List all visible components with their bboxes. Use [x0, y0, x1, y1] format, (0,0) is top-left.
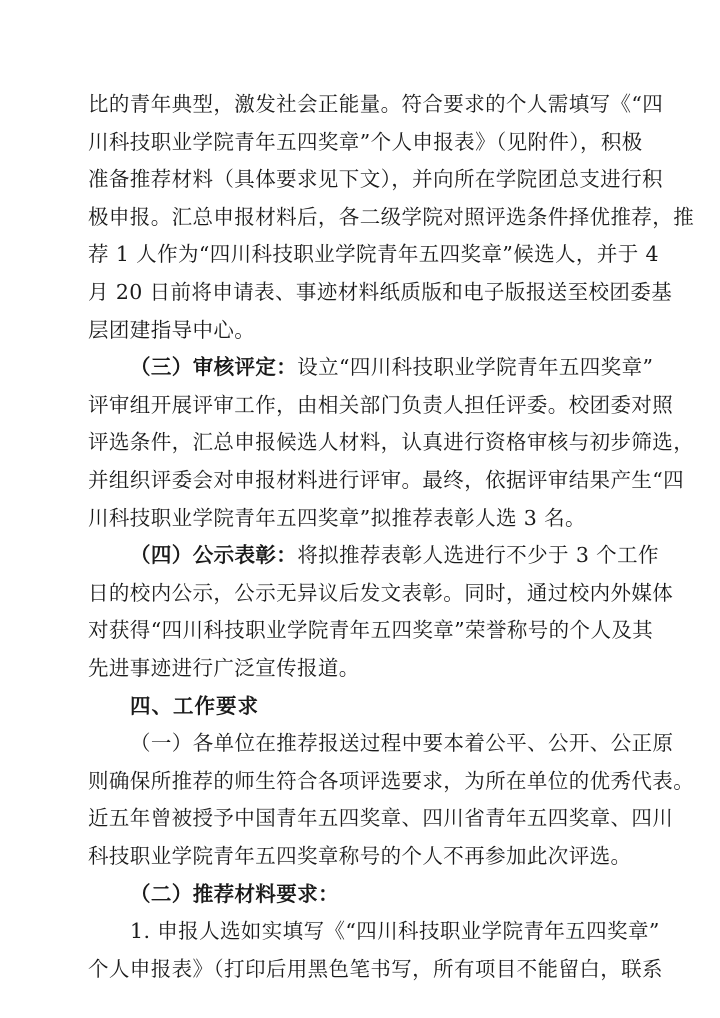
paragraph-line	[130, 725, 674, 763]
text-run: 川科技职业学院青年五四奖章”拟推荐表彰人选 3 名。	[88, 505, 586, 530]
text-run: 日的校内公示，公示无异议后发文表彰。同时，通过校内外媒体	[88, 580, 674, 605]
section-label: （三）审核评定：	[130, 355, 298, 380]
text-run: 对获得“四川科技职业学院青年五四奖章”荣誉称号的个人及其	[88, 618, 654, 643]
section-heading	[130, 688, 636, 726]
paragraph-line	[88, 951, 663, 989]
paragraph-line	[130, 349, 654, 387]
paragraph-line	[88, 124, 643, 162]
paragraph-line	[130, 537, 659, 575]
text-run: 个人申报表》（打印后用黑色笔书写，所有项目不能留白，联系	[88, 956, 663, 981]
paragraph-line	[130, 913, 660, 951]
text-run: 比的青年典型，激发社会正能量。符合要求的个人需填写《“四	[88, 92, 664, 116]
text-run: 并组织评委会对申报材料进行评审。最终，依据评审结果产生“四	[88, 468, 685, 492]
paragraph-line	[88, 650, 636, 688]
paragraph-line	[88, 838, 636, 876]
text-run: 评审组开展评审工作，由相关部门负责人担任评委。校团委对照	[88, 392, 674, 417]
text-run: 将拟推荐表彰人选进行不少于 3 个工作	[297, 543, 659, 568]
text-run: 准备推荐材料（具体要求见下文），并向所在学院团总支进行积	[88, 167, 663, 192]
text-run: 设立“四川科技职业学院青年五四奖章”	[297, 355, 654, 380]
text-run: 极申报。汇总申报材料后，各二级学院对照评选条件择优推荐，推	[88, 204, 695, 229]
paragraph-line	[88, 312, 636, 350]
paragraph-line	[88, 161, 663, 199]
section-label: （四）公示表彰：	[130, 543, 298, 568]
paragraph-line	[88, 612, 654, 650]
paragraph-line	[88, 236, 659, 274]
paragraph-line	[130, 876, 636, 914]
section-label: （二）推荐材料要求：	[130, 881, 339, 906]
text-run: （一）各单位在推荐报送过程中要本着公平、公开、公正原	[130, 731, 674, 756]
heading-work-requirements: 四、工作要求	[130, 693, 259, 718]
text-run: 则确保所推荐的师生符合各项评选要求，为所在单位的优秀代表。	[88, 768, 695, 793]
text-run: 川科技职业学院青年五四奖章”个人申报表》（见附件），积极	[88, 129, 643, 154]
paragraph-line	[88, 424, 695, 462]
text-run: 近五年曾被授予中国青年五四奖章、四川省青年五四奖章、四川	[88, 806, 674, 831]
paragraph-line	[88, 500, 636, 538]
paragraph-line	[88, 199, 695, 237]
text-run: 先进事迹进行广泛宣传报道。	[88, 656, 360, 680]
paragraph-line	[88, 387, 674, 425]
paragraph-line	[88, 274, 673, 312]
paragraph-line	[88, 763, 695, 801]
text-run: 月 20 日前将申请表、事迹材料纸质版和电子版报送至校团委基	[88, 280, 673, 304]
text-run: 荐 1 人作为“四川科技职业学院青年五四奖章”候选人，并于 4	[88, 242, 659, 267]
paragraph-line	[88, 462, 685, 500]
text-run: 1. 申报人选如实填写《“四川科技职业学院青年五四奖章”	[130, 919, 660, 944]
text-run: 层团建指导中心。	[88, 317, 256, 342]
text-run: 科技职业学院青年五四奖章称号的个人不再参加此次评选。	[88, 844, 632, 868]
paragraph-line	[88, 86, 664, 124]
paragraph-line	[88, 800, 674, 838]
paragraph-line	[88, 575, 674, 613]
text-run: 评选条件，汇总申报候选人材料，认真进行资格审核与初步筛选，	[88, 430, 695, 455]
